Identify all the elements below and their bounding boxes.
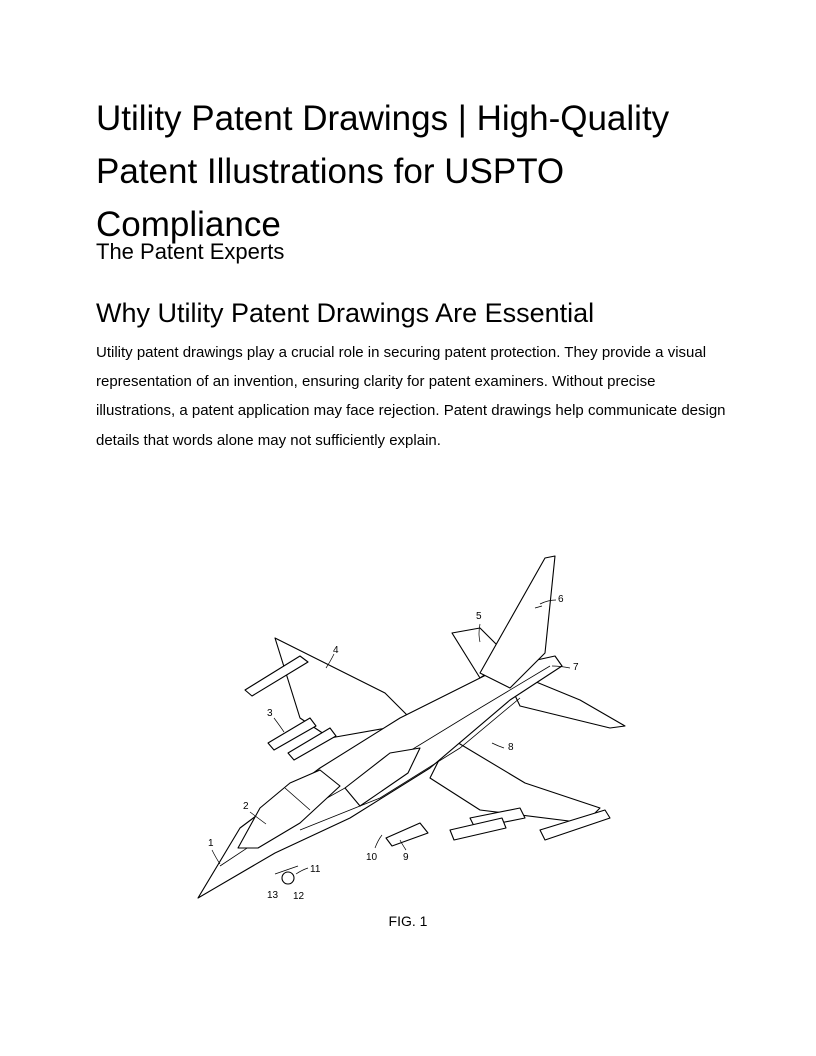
- ref-label-3: 3: [267, 708, 273, 719]
- ref-label-11: 11: [310, 864, 321, 875]
- ref-label-13: 13: [267, 890, 279, 901]
- ref-label-4: 4: [333, 645, 339, 656]
- figure-caption: FIG. 1: [388, 913, 428, 929]
- ref-label-8: 8: [508, 742, 514, 753]
- ref-label-7: 7: [573, 662, 579, 673]
- ref-label-12: 12: [293, 891, 305, 902]
- ref-label-9: 9: [403, 852, 409, 863]
- figure-reference-labels: [180, 548, 630, 908]
- section-heading: Why Utility Patent Drawings Are Essential: [96, 298, 595, 328]
- patent-figure: [180, 548, 630, 908]
- ref-label-2: 2: [243, 801, 249, 812]
- ref-label-5: 5: [476, 611, 482, 622]
- ref-label-6: 6: [558, 594, 564, 605]
- ref-label-10: 10: [366, 852, 378, 863]
- ref-label-1: 1: [208, 838, 214, 849]
- page-title: Utility Patent Drawings | High-Quality Patent Illustrations for USPTO Compliance: [96, 99, 670, 244]
- page-subtitle: The Patent Experts: [96, 239, 285, 264]
- body-paragraph: Utility patent drawings play a crucial role in securing patent protection. They provide a visual representation of an invention, ensuring clarity for patent examiners. Without precise illustrations, a patent application may face rejection. Patent drawings help communicate design details that words alone may not sufficiently explain.: [96, 344, 726, 449]
